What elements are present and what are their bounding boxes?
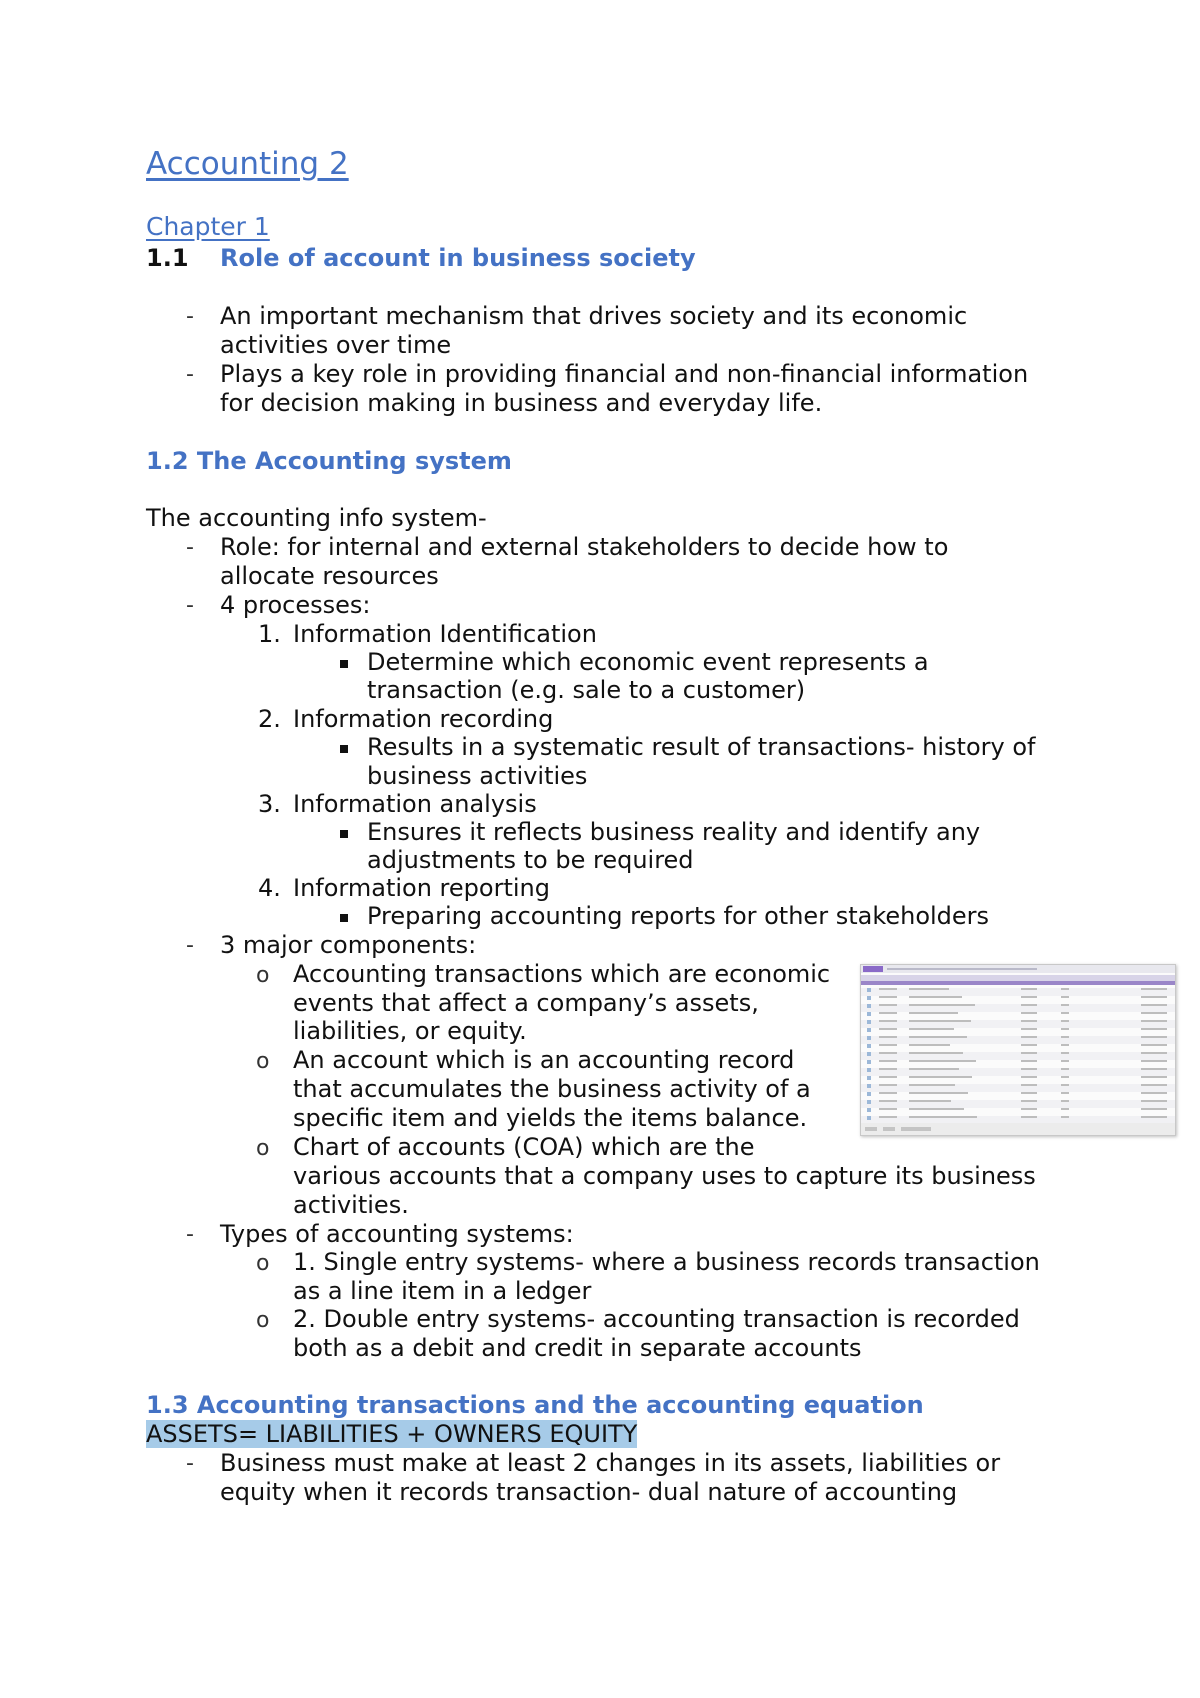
thumbnail-row-line	[1061, 1084, 1069, 1086]
thumbnail-row-line	[909, 1012, 958, 1014]
thumbnail-row-line	[861, 1068, 1175, 1076]
process-4-label: Information reporting	[293, 874, 550, 902]
thumbnail-row-line	[909, 1028, 954, 1030]
process-3-detail-line-1: Ensures it reflects business reality and identify any	[367, 818, 981, 846]
thumbnail-row-line	[909, 1076, 972, 1078]
thumbnail-row-line	[1141, 1108, 1167, 1110]
thumbnail-row-line	[1021, 1044, 1037, 1046]
thumbnail-row-line	[879, 1100, 897, 1102]
thumbnail-row-line	[867, 1092, 871, 1096]
circle-marker: o	[256, 963, 270, 988]
thumbnail-row-line	[1141, 1012, 1167, 1014]
thumbnail-row-line	[1141, 1044, 1167, 1046]
section-1-1-number: 1.1	[146, 244, 189, 272]
thumbnail-row-line	[1141, 1084, 1167, 1086]
square-bullet	[340, 660, 348, 668]
thumbnail-row-line	[1061, 988, 1069, 990]
dash-marker: -	[186, 1222, 194, 1247]
types-label: Types of accounting systems:	[220, 1220, 574, 1248]
thumbnail-row-line	[1061, 1012, 1069, 1014]
process-2-number: 2.	[258, 705, 281, 733]
thumbnail-row-line	[861, 1084, 1175, 1092]
thumbnail-row-line	[1061, 1108, 1069, 1110]
component-2-line-3: specific item and yields the items balance.	[293, 1104, 808, 1132]
thumbnail-row-line	[879, 1004, 897, 1006]
bullet-1-1-b-line-2: for decision making in business and everyday life.	[220, 389, 823, 417]
thumbnail-row-line	[1061, 1028, 1069, 1030]
processes-label: 4 processes:	[220, 591, 371, 619]
thumbnail-row-line	[867, 1036, 871, 1040]
thumbnail-row-line	[909, 988, 949, 990]
thumbnail-row-line	[861, 1052, 1175, 1060]
square-bullet	[340, 830, 348, 838]
thumbnail-row-line	[1141, 1028, 1167, 1030]
thumbnail-row-line	[861, 988, 1175, 996]
type-2-line-2: both as a debit and credit in separate accounts	[293, 1334, 862, 1362]
thumbnail-row-line	[1141, 996, 1167, 998]
circle-marker: o	[256, 1136, 270, 1161]
thumbnail-row-line	[1021, 1076, 1037, 1078]
process-4-number: 4.	[258, 874, 281, 902]
thumbnail-row-line	[867, 1028, 871, 1032]
thumbnail-row-line	[909, 1084, 955, 1086]
process-1-number: 1.	[258, 620, 281, 648]
process-1-label: Information Identification	[293, 620, 597, 648]
thumbnail-row-line	[1061, 1116, 1069, 1118]
thumbnail-row-line	[1021, 1100, 1037, 1102]
thumbnail-row-line	[909, 1036, 967, 1038]
component-2-line-2: that accumulates the business activity of a	[293, 1075, 811, 1103]
process-4-detail-line-1: Preparing accounting reports for other stakeholders	[367, 902, 990, 930]
bullet-1-3-line-2: equity when it records transaction- dual nature of accounting	[220, 1478, 958, 1506]
chart-of-accounts-table-graphic	[861, 965, 1175, 1135]
thumbnail-row-line	[861, 1116, 1175, 1124]
thumbnail-row-line	[1141, 1068, 1167, 1070]
accounting-info-system-intro: The accounting info system-	[146, 504, 487, 532]
thumbnail-row-line	[867, 1068, 871, 1072]
thumbnail-row-line	[1061, 1052, 1069, 1054]
components-label: 3 major components:	[220, 931, 477, 959]
thumbnail-row-line	[909, 1060, 976, 1062]
thumbnail-row-line	[867, 1052, 871, 1056]
bullet-1-1-a-line-1: An important mechanism that drives society and its economic	[220, 302, 968, 330]
thumbnail-row-line	[861, 1004, 1175, 1012]
bullet-1-1-a-line-2: activities over time	[220, 331, 452, 359]
thumbnail-row-line	[909, 1020, 971, 1022]
thumbnail-row-line	[861, 1100, 1175, 1108]
thumbnail-row-line	[1061, 1036, 1069, 1038]
thumbnail-row-line	[909, 1004, 975, 1006]
thumbnail-row-line	[879, 1012, 897, 1014]
process-2-detail-line-2: business activities	[367, 762, 588, 790]
thumbnail-row-line	[879, 1036, 897, 1038]
thumbnail-row-line	[1021, 1092, 1037, 1094]
thumbnail-row-line	[1061, 1004, 1069, 1006]
thumbnail-row-line	[879, 1052, 897, 1054]
thumbnail-row-line	[879, 1116, 897, 1118]
thumbnail-row-line	[879, 1020, 897, 1022]
thumbnail-row-line	[861, 1036, 1175, 1044]
thumbnail-row-line	[909, 996, 962, 998]
thumbnail-row-line	[1021, 1052, 1037, 1054]
process-1-detail-line-1: Determine which economic event represents a	[367, 648, 929, 676]
chart-of-accounts-screenshot	[860, 964, 1176, 1136]
thumbnail-row-line	[1021, 996, 1037, 998]
thumbnail-row-line	[1021, 1084, 1037, 1086]
thumbnail-row-line	[1021, 1116, 1037, 1118]
component-3-line-2: various accounts that a company uses to capture its business	[293, 1162, 1036, 1190]
thumbnail-row-line	[867, 1076, 871, 1080]
thumbnail-row-line	[867, 1100, 871, 1104]
thumbnail-row-line	[909, 1116, 977, 1118]
component-1-line-2: events that affect a company’s assets,	[293, 989, 759, 1017]
role-line-2: allocate resources	[220, 562, 439, 590]
thumbnail-row-line	[1021, 988, 1037, 990]
thumbnail-row-line	[867, 1116, 871, 1120]
process-2-label: Information recording	[293, 705, 554, 733]
thumbnail-row-line	[879, 1084, 897, 1086]
thumbnail-row-line	[861, 1020, 1175, 1028]
thumbnail-row-line	[879, 1044, 897, 1046]
thumbnail-row-line	[1021, 1028, 1037, 1030]
thumbnail-row-line	[1141, 1004, 1167, 1006]
document-title: Accounting 2	[146, 146, 349, 182]
bullet-1-1-b-line-1: Plays a key role in providing financial and non-financial information	[220, 360, 1029, 388]
thumbnail-row-line	[1061, 1044, 1069, 1046]
thumbnail-row-line	[909, 1052, 963, 1054]
square-bullet	[340, 745, 348, 753]
thumbnail-row-line	[1141, 1092, 1167, 1094]
dash-marker: -	[186, 1451, 194, 1476]
component-1-line-1: Accounting transactions which are economic	[293, 960, 831, 988]
thumbnail-row-line	[879, 1076, 897, 1078]
thumbnail-row-line	[867, 1004, 871, 1008]
thumbnail-row-line	[1021, 1004, 1037, 1006]
type-1-line-1: 1. Single entry systems- where a business records transaction	[293, 1248, 1040, 1276]
thumbnail-row-line	[1141, 1100, 1167, 1102]
component-1-line-3: liabilities, or equity.	[293, 1017, 527, 1045]
thumbnail-row-line	[1061, 1068, 1069, 1070]
thumbnail-row-line	[867, 988, 871, 992]
chapter-heading: Chapter 1	[146, 212, 270, 241]
thumbnail-row-line	[1021, 1012, 1037, 1014]
thumbnail-row-line	[1061, 996, 1069, 998]
component-3-line-1: Chart of accounts (COA) which are the	[293, 1133, 755, 1161]
square-bullet	[340, 914, 348, 922]
thumbnail-row-line	[867, 1108, 871, 1112]
thumbnail-row-line	[1141, 1116, 1167, 1118]
thumbnail-row-line	[909, 1044, 950, 1046]
dash-marker: -	[186, 933, 194, 958]
type-2-line-1: 2. Double entry systems- accounting transaction is recorded	[293, 1305, 1020, 1333]
thumbnail-row-line	[909, 1108, 964, 1110]
thumbnail-row-line	[1141, 1076, 1167, 1078]
thumbnail-row-line	[1021, 1108, 1037, 1110]
dash-marker: -	[186, 362, 194, 387]
thumbnail-row-line	[909, 1100, 951, 1102]
thumbnail-row-line	[1141, 988, 1167, 990]
dash-marker: -	[186, 304, 194, 329]
thumbnail-row-line	[879, 1068, 897, 1070]
thumbnail-row-line	[879, 1108, 897, 1110]
thumbnail-row-line	[1061, 1020, 1069, 1022]
thumbnail-row-line	[1021, 1068, 1037, 1070]
thumbnail-row-line	[1021, 1036, 1037, 1038]
thumbnail-row-line	[1061, 1092, 1069, 1094]
type-1-line-2: as a line item in a ledger	[293, 1277, 592, 1305]
thumbnail-row-line	[879, 1060, 897, 1062]
thumbnail-row-line	[909, 1092, 968, 1094]
thumbnail-row-line	[867, 1020, 871, 1024]
thumbnail-row-line	[1061, 1060, 1069, 1062]
thumbnail-row-line	[879, 988, 897, 990]
thumbnail-row-line	[1141, 1036, 1167, 1038]
thumbnail-row-line	[909, 1068, 959, 1070]
accounting-equation	[146, 1420, 637, 1449]
thumbnail-row-line	[867, 1060, 871, 1064]
thumbnail-row-line	[867, 1012, 871, 1016]
thumbnail-row-line	[867, 1084, 871, 1088]
thumbnail-row-line	[879, 1092, 897, 1094]
thumbnail-row-line	[879, 996, 897, 998]
process-3-number: 3.	[258, 790, 281, 818]
thumbnail-row-line	[1141, 1052, 1167, 1054]
process-3-detail-line-2: adjustments to be required	[367, 846, 694, 874]
thumbnail-row-line	[1021, 1060, 1037, 1062]
circle-marker: o	[256, 1308, 270, 1333]
thumbnail-row-line	[1141, 1020, 1167, 1022]
thumbnail-row-line	[1061, 1100, 1069, 1102]
bullet-1-3-line-1: Business must make at least 2 changes in its assets, liabilities or	[220, 1449, 1001, 1477]
thumbnail-row-line	[1021, 1020, 1037, 1022]
thumbnail-row-line	[879, 1028, 897, 1030]
process-3-label: Information analysis	[293, 790, 537, 818]
thumbnail-row-line	[1141, 1060, 1167, 1062]
circle-marker: o	[256, 1049, 270, 1074]
process-2-detail-line-1: Results in a systematic result of transactions- history of	[367, 733, 1036, 761]
section-1-3-heading: 1.3 Accounting transactions and the accounting equation	[146, 1391, 924, 1419]
circle-marker: o	[256, 1251, 270, 1276]
component-3-line-3: activities.	[293, 1191, 409, 1219]
component-2-line-1: An account which is an accounting record	[293, 1046, 795, 1074]
thumbnail-row-line	[867, 1044, 871, 1048]
thumbnail-row-line	[1061, 1076, 1069, 1078]
process-1-detail-line-2: transaction (e.g. sale to a customer)	[367, 676, 806, 704]
section-1-2-heading: 1.2 The Accounting system	[146, 447, 512, 475]
role-line-1: Role: for internal and external stakeholders to decide how to	[220, 533, 949, 561]
thumbnail-row-line	[867, 996, 871, 1000]
dash-marker: -	[186, 535, 194, 560]
accounting-equation-highlight: ASSETS= LIABILITIES + OWNERS EQUITY	[146, 1420, 638, 1448]
section-1-1-heading: Role of account in business society	[220, 244, 696, 272]
dash-marker: -	[186, 593, 194, 618]
